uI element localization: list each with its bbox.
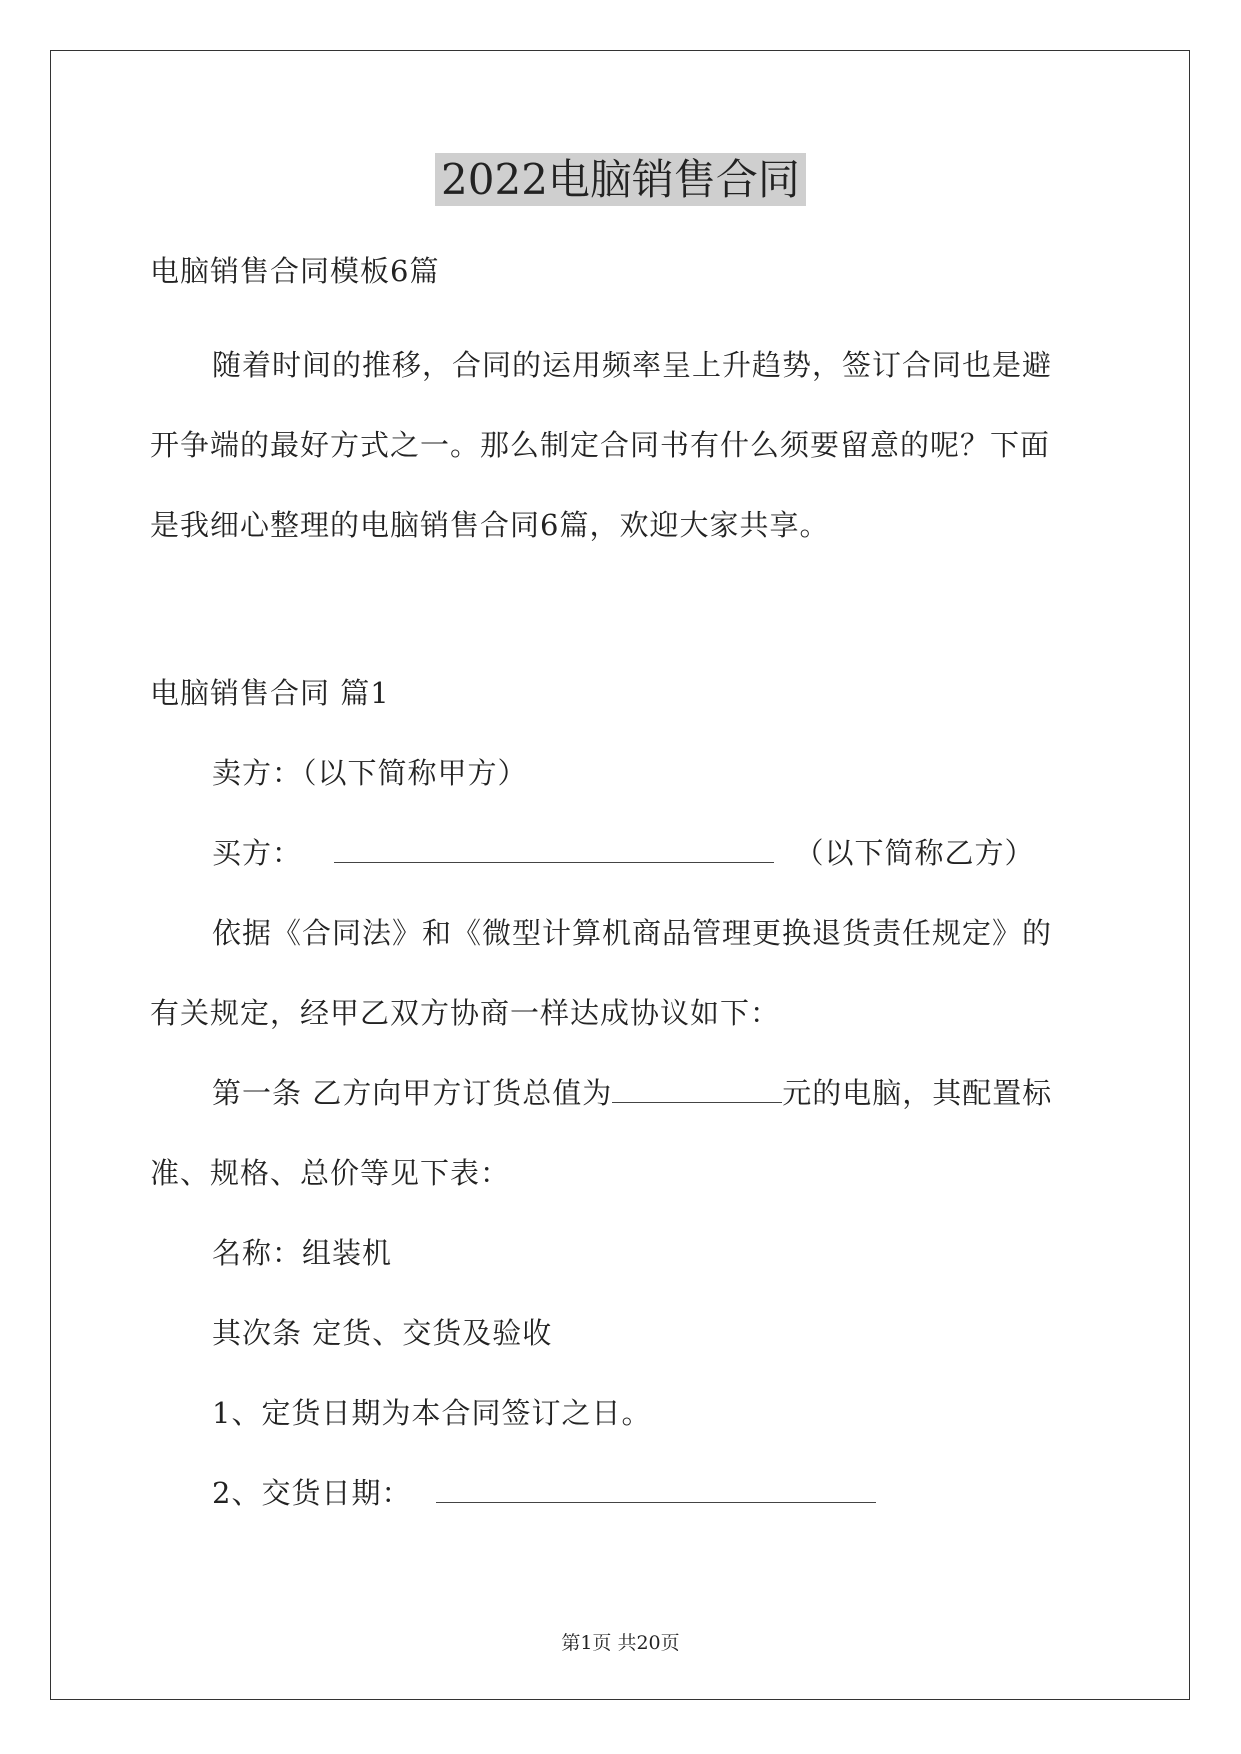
intro-line-1: 随着时间的推移，合同的运用频率呈上升趋势，签订合同也是避	[212, 348, 1053, 382]
buyer-line	[212, 835, 1034, 871]
basis-line-2: 有关规定，经甲乙双方协商一样达成协议如下：	[150, 996, 781, 1030]
page-border	[50, 50, 1190, 1700]
article1-prefix: 第一条 乙方向甲方订货总值为	[212, 1076, 613, 1110]
article1-line-1	[212, 1075, 1052, 1111]
page-number: 第1页 共20页	[561, 1632, 680, 1654]
buyer-blank	[334, 836, 774, 863]
intro-line-3: 是我细心整理的电脑销售合同6篇，欢迎大家共享。	[150, 508, 830, 542]
delivery-date-blank	[436, 1476, 876, 1503]
article2-heading: 其次条 定货、交货及验收	[212, 1316, 553, 1350]
item-1: 1、定货日期为本合同签订之日。	[212, 1396, 652, 1430]
seller-line: 卖方：（以下简称甲方）	[212, 756, 528, 790]
name-line: 名称：组装机	[212, 1236, 393, 1270]
buyer-suffix: （以下简称乙方）	[794, 836, 1035, 870]
item2-label: 2、交货日期：	[212, 1476, 412, 1510]
amount-blank	[612, 1076, 782, 1103]
buyer-label: 买方：	[212, 836, 303, 870]
basis-line-1: 依据《合同法》和《微型计算机商品管理更换退货责任规定》的	[212, 916, 1053, 950]
article1-suffix: 元的电脑，其配置标	[782, 1076, 1053, 1110]
subtitle: 电脑销售合同模板6篇	[150, 254, 440, 288]
item-2	[212, 1475, 876, 1511]
document-title: 2022电脑销售合同	[0, 152, 1241, 208]
article1-line-2: 准、规格、总价等见下表：	[150, 1156, 511, 1190]
section-heading: 电脑销售合同 篇1	[150, 676, 390, 710]
intro-line-2: 开争端的最好方式之一。那么制定合同书有什么须要留意的呢？下面	[150, 428, 1051, 462]
